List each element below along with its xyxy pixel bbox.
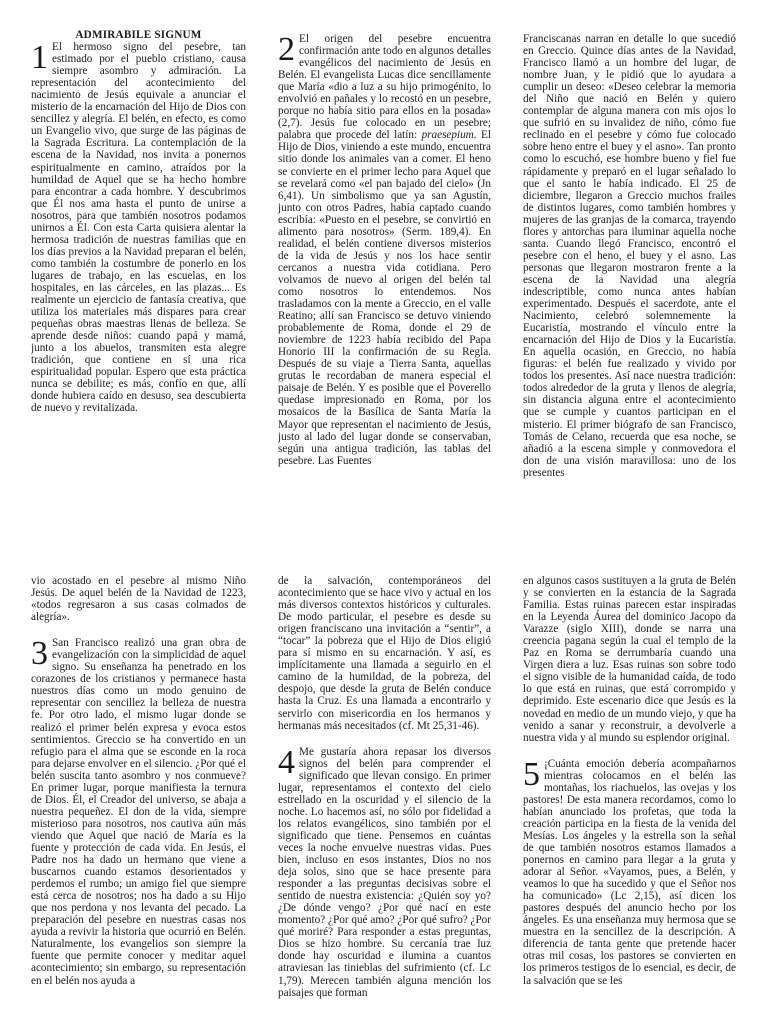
- paragraph-number-3: 3: [31, 635, 48, 673]
- paragraph-2-text-b: . El Hijo de Dios, viniendo a este mundo, encuentra sitio donde los animales van a comer. El heno se convierte en el primer lecho para Aquel que se revelará como «el pan bajado del cielo» (Jn 6,41). Un simbolismo que ya san Agustín, junto con otros Padres, había captado cuando escribía: «Puesto en el pesebre, se convirtió en alimento para nosotros» (Serm. 189,4). En realidad, el belén contiene diversos misterios de la vida de Jesús y nos los hace sentir cercanos a nuestra vida cotidiana. Pero volvamos de nuevo al origen del belén tal como nosotros lo entendemos. Nos trasladamos con la mente a Greccio, en el valle Reatino; allí san Francisco se detuvo viniendo probablemente de Roma, donde el 29 de noviembre de 1223 había recibido del Papa Honorio III la confirmación de su Regla. Después de su viaje a Tierra Santa, aquellas grutas le recordaban de manera especial el paisaje de Belén. Y es posible que el Poverello quedase impresionado en Roma, por los mosaicos de la Basílica de Santa María la Mayor que representan el nacimiento de Jesús, justo al lado del lugar donde se conservaban, según una antigua tradición, las tablas del pesebre. Las Fuentes: [278, 129, 491, 467]
- paragraph-4-text: Me gustaría ahora repasar los diversos signos del belén para comprender el significado que llevan consigo. En primer lugar, representamos el contexto del cielo estrellado en la oscuridad y el silencio de la noche. Lo hacemos así, no sólo por fidelidad a los relatos evangélicos, sino también por el significado que tiene. Pensemos en cuántas veces la noche envuelve nuestras vidas. Pues bien, incluso en esos instantes, Dios no nos deja solos, sino que se hace presente para responder a las preguntas decisivas sobre el sentido de nuestra existencia: ¿Quién soy yo? ¿De dónde vengo? ¿Por qué nací en este momento? ¿Por qué amo? ¿Por qué sufro? ¿Por qué moriré? Para responder a estas preguntas, Dios se hizo hombre. Su cercanía trae luz donde hay oscuridad e ilumina a cuantos atraviesan las tinieblas del sufrimiento (cf. Lc 1,79). Merecen también alguna mención los paisajes que forman: [278, 745, 491, 999]
- paragraph-2-end: vio acostado en el pesebre al mismo Niño Jesús. De aquel belén de la Navidad de 1223, «todos regresaron a sus casas colmados de alegría».: [31, 575, 246, 624]
- paragraph-number-2: 2: [278, 33, 295, 68]
- paragraph-4: [278, 743, 491, 999]
- bottom-column-2: [278, 575, 491, 1024]
- bottom-column-1: [31, 575, 246, 1024]
- paragraph-1: [31, 41, 246, 414]
- paragraph-2-continued: Franciscanas narran en detalle lo que sucedió en Greccio. Quince días antes de la Navidad, Francisco llamó a un hombre del lugar, de nombre Juan, y le pidió que lo ayudara a cumplir un deseo: «Deseo celebrar la memoria del Niño que nació en Belén y quiero contemplar de alguna manera con mis ojos lo que sufrió en su invalidez de niño, cómo fue reclinado en el pesebre y cómo fue colocado sobre heno entre el buey y el asno». Tan pronto como lo escuchó, ese hombre bueno y fiel fue rápidamente y preparó en el lugar señalado lo que el santo le había indicado. El 25 de diciembre, llegaron a Greccio muchos frailes de distintos lugares, como también hombres y mujeres de las granjas de la comarca, trayendo flores y antorchas para iluminar aquella noche santa. Cuando llegó Francisco, encontró el pesebre con el heno, el buey y el asno. Las personas que llegaron mostraron frente a la escena de la Navidad una alegría indescriptible, como nunca antes habían experimentado. Después el sacerdote, ante el Nacimiento, celebró solemnemente la Eucaristía, mostrando el vínculo entre la encarnación del Hijo de Dios y la Eucaristía. En aquella ocasión, en Greccio, no había figuras: el belén fue realizado y vivido por todos los presentes. Así nace nuestra tradición: todos alrededor de la gruta y llenos de alegría, sin distancia alguna entre el acontecimiento que se cumple y cuantos participan en el misterio. El primer biógrafo de san Francisco, Tomás de Celano, recuerda que esa noche, se añadió a la escena simple y conmovedora el don de una visión maravillosa: uno de los presentes: [523, 33, 736, 479]
- paragraph-number-5: 5: [523, 755, 540, 793]
- paragraph-3-end: de la salvación, contemporáneos del acontecimiento que se hace vivo y actual en los más diversos contextos históricos y culturales. De modo particular, el pesebre es desde su origen franciscano una invitación a “sentir”, a “tocar” la pobreza que el Hijo de Dios eligió para sí mismo en su encarnación. Y así, es implícitamente una llamada a seguirlo en el camino de la humildad, de la pobreza, del despojo, que desde la gruta de Belén conduce hasta la Cruz. Es una llamada a encontrarlo y servirlo con misericordia en los hermanos y hermanas más necesitados (cf. Mt 25,31-46).: [278, 575, 491, 732]
- paragraph-number-1: 1: [31, 39, 48, 77]
- paragraph-2: [278, 33, 491, 467]
- paragraph-5: [523, 755, 736, 987]
- paragraph-1-text: El hermoso signo del pesebre, tan estimado por el pueblo cristiano, causa siempre asombro y admiración. La representación del acontecimiento del nacimiento de Jesús equivale a anunciar el misterio de la encarnación del Hijo de Dios con sencillez y alegría. El belén, en efecto, es como un Evangelio vivo, que surge de las páginas de la Sagrada Escritura. La contemplación de la escena de la Navidad, nos invita a ponernos espiritualmente en camino, atraídos por la humildad de Aquel que se ha hecho hombre para encontrar a cada hombre. Y descubrimos que Él nos ama hasta el punto de unirse a nosotros, para que también nosotros podamos unirnos a Él. Con esta Carta quisiera alentar la hermosa tradición de nuestras familias que en los días previos a la Navidad preparan el belén, como también la costumbre de ponerlo en los lugares de trabajo, en las escuelas, en los hospitales, en las cárceles, en las plazas... Es realmente un ejercicio de fantasía creativa, que utiliza los materiales más dispares para crear pequeñas obras maestras llenas de belleza. Se aprende desde niños: cuando papá y mamá, junto a los abuelos, transmiten esta alegre tradición, que contiene en sí una rica espiritualidad popular. Espero que esta práctica nunca se debilite; es más, confío en que, allí donde hubiera caído en desuso, sea descubierta de nuevo y revitalizada.: [31, 41, 246, 415]
- top-column-2: [278, 33, 491, 511]
- bottom-column-3: [523, 575, 736, 1024]
- article-title: ADMIRABILE SIGNUM: [75, 29, 202, 41]
- paragraph-5-text: ¡Cuánta emoción debería acompañarnos mientras colocamos en el belén las montañas, los riachuelos, las ovejas y los pastores! De esta manera recordamos, como lo habían anunciado los profetas, que toda la creación participa en la fiesta de la venida del Mesías. Los ángeles y la estrella son la señal de que también nosotros estamos llamados a ponernos en camino para llegar a la gruta y adorar al Señor. «Vayamos, pues, a Belén, y veamos lo que ha sucedido y que el Señor nos ha comunicado» (Lc 2,15), así dicen los pastores después del anuncio hecho por los ángeles. Es una enseñanza muy hermosa que se muestra en la sencillez de la descripción. A diferencia de tanta gente que pretende hacer otras mil cosas, los pastores se convierten en los primeros testigos de lo esencial, es decir, de la salvación que se les: [523, 757, 736, 987]
- paragraph-2-text-a: El origen del pesebre encuentra confirmación ante todo en algunos detalles evangélicos del nacimiento de Jesús en Belén. El evangelista Lucas dice sencillamente que María «dio a luz a su hijo primogénito, lo envolvió en pañales y lo recostó en un pesebre, porque no había sitio para ellos en la posada» (2,7). Jesús fue colocado en un pesebre; palabra que procede del latín:: [278, 33, 491, 142]
- top-column-1: [31, 29, 246, 529]
- top-column-3: [523, 33, 736, 511]
- paragraph-4-end: en algunos casos sustituyen a la gruta de Belén y se convierten en la estancia de la Sagrada Familia. Estas ruinas parecen estar inspiradas en la Leyenda Áurea del dominico Jacopo da Varazze (siglo XIII), donde se narra una creencia pagana según la cual el templo de la Paz en Roma se derrumbaría cuando una Virgen diera a luz. Esas ruinas son sobre todo el signo visible de la humanidad caída, de todo lo que está en ruinas, que está corrompido y deprimido. Este escenario dice que Jesús es la novedad en medio de un mundo viejo, y que ha venido a sanar y reconstruir, a devolverle a nuestra vida y al mundo su esplendor original.: [523, 575, 736, 744]
- latin-term: praesepium: [421, 129, 474, 142]
- paragraph-number-4: 4: [278, 743, 295, 781]
- paragraph-3-text: San Francisco realizó una gran obra de evangelización con la simplicidad de aquel signo. Su enseñanza ha penetrado en los corazones de los cristianos y permanece hasta nuestros días como un modo genuino de representar con sencillez la belleza de nuestra fe. Por otro lado, el mismo lugar donde se realizó el primer belén expresa y evoca estos sentimientos. Greccio se ha convertido en un refugio para el alma que se esconde en la roca para dejarse envolver en el silencio. ¿Por qué el belén suscita tanto asombro y nos conmueve? En primer lugar, porque manifiesta la ternura de Dios. Él, el Creador del universo, se abaja a nuestra pequeñez. El don de la vida, siempre misterioso para nosotros, nos cautiva aún más viendo que Aquel que nació de María es la fuente y protección de cada vida. En Jesús, el Padre nos ha dado un hermano que viene a buscarnos cuando estamos desorientados y perdemos el rumbo; un amigo fiel que siempre está cerca de nosotros; nos ha dado a su Hijo que nos perdona y nos levanta del pecado. La preparación del pesebre en nuestras casas nos ayuda a revivir la historia que ocurrió en Belén. Naturalmente, los evangelios son siempre la fuente que permite conocer y meditar aquel acontecimiento; sin embargo, su representación en el belén nos ayuda a: [31, 637, 246, 987]
- paragraph-3: [31, 637, 246, 986]
